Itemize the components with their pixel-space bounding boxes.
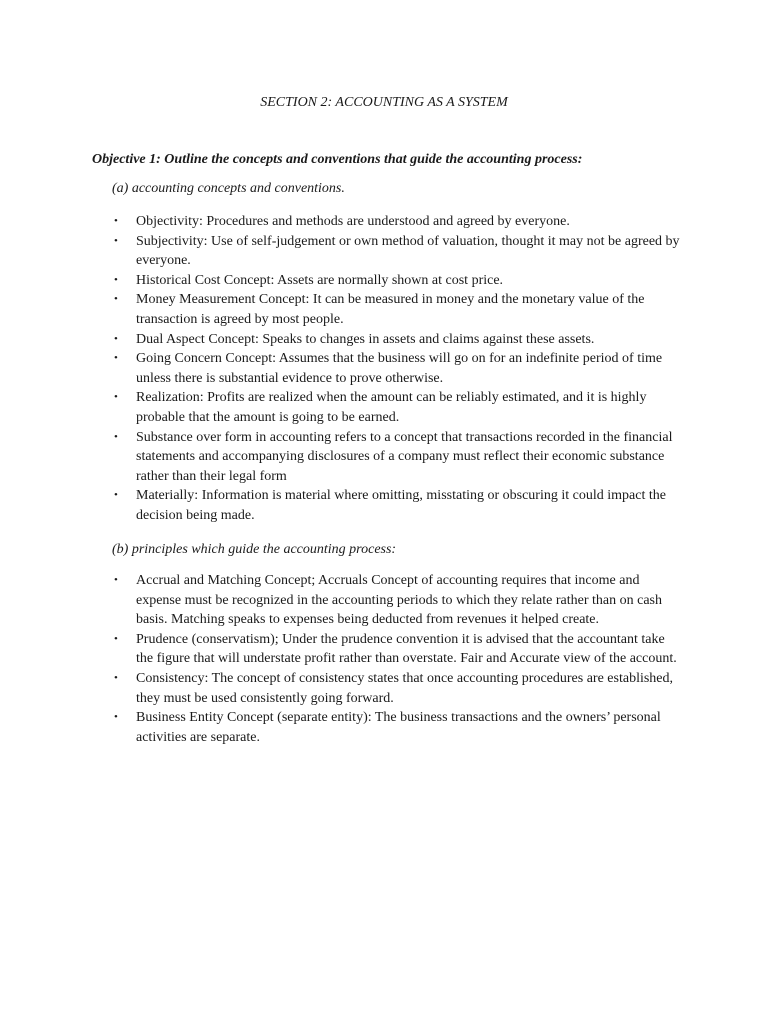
bullet-icon: • (114, 574, 118, 586)
bullet-icon: • (114, 711, 118, 724)
list-item-text: Accrual and Matching Concept; Accruals Concept of accounting requires that income and expense must be recognized in the accounting periods to which they relate rather than on cash basis. Matching speaks to expenses being deducted from revenues it helped create. (136, 573, 662, 628)
list-item (112, 330, 682, 350)
list-item (112, 349, 682, 388)
list-item-text: Consistency: The concept of consistency states that once accounting procedures are established, they must be used consistently going forward. (136, 670, 674, 706)
list-item (112, 290, 682, 329)
part-a-list (112, 212, 682, 526)
bullet-icon: • (114, 391, 118, 404)
list-item-text: Realization: Profits are realized when the amount can be reliably estimated, and it is highly probable that the amount is going to be earned. (136, 390, 647, 425)
bullet-icon: • (114, 489, 118, 502)
list-item (112, 708, 682, 747)
list-item-text: Historical Cost Concept: Assets are normally shown at cost price. (136, 272, 504, 288)
list-item (112, 486, 682, 525)
list-item (112, 571, 682, 630)
list-item (112, 212, 682, 232)
list-item (112, 428, 682, 487)
list-item (112, 232, 682, 271)
list-item-text: Dual Aspect Concept: Speaks to changes in assets and claims against these assets. (136, 331, 595, 347)
bullet-icon: • (114, 273, 118, 286)
list-item-text: Objectivity: Procedures and methods are understood and agreed by everyone. (136, 214, 570, 229)
list-item-text: Going Concern Concept: Assumes that the business will go on for an indefinite period of time unless there is substantial evidence to prove otherwise. (136, 351, 663, 386)
list-item (112, 630, 682, 669)
bullet-icon: • (114, 671, 118, 684)
list-item (112, 388, 682, 427)
list-item-text: Business Entity Concept (separate entity): The business transactions and the owners’ personal activities are separate. (136, 710, 661, 745)
part-b-list (112, 571, 682, 747)
bullet-icon: • (114, 352, 118, 365)
bullet-icon: • (114, 632, 118, 645)
bullet-icon: • (114, 293, 118, 306)
bullet-icon: • (114, 332, 118, 345)
list-item-text: Substance over form in accounting refers to a concept that transactions recorded in the financial statements and accompanying disclosures of a company must reflect their economic substance rather than their legal form (136, 429, 673, 484)
part-a-heading: (a) accounting concepts and conventions. (112, 181, 345, 196)
bullet-icon: • (114, 234, 118, 247)
list-item-text: Materially: Information is material where omitting, misstating or obscuring it could impact the decision being made. (136, 488, 666, 523)
part-b-heading: (b) principles which guide the accounting process: (112, 542, 397, 557)
list-item-text: Subjectivity: Use of self-judgement or own method of valuation, thought it may not be agreed by everyone. (136, 233, 680, 269)
section-title: SECTION 2: ACCOUNTING AS A SYSTEM (260, 95, 508, 110)
list-item (112, 271, 682, 291)
list-item-text: Prudence (conservatism); Under the prudence convention it is advised that the accountant take the figure that will understate profit rather than overstate. Fair and Accurate view of the account. (136, 631, 677, 667)
objective-heading: Objective 1: Outline the concepts and conventions that guide the accounting process: (92, 152, 583, 167)
list-item (112, 669, 682, 708)
bullet-icon: • (114, 215, 118, 227)
list-item-text: Money Measurement Concept: It can be measured in money and the monetary value of the transaction is agreed by most people. (136, 292, 645, 327)
bullet-icon: • (114, 430, 118, 443)
